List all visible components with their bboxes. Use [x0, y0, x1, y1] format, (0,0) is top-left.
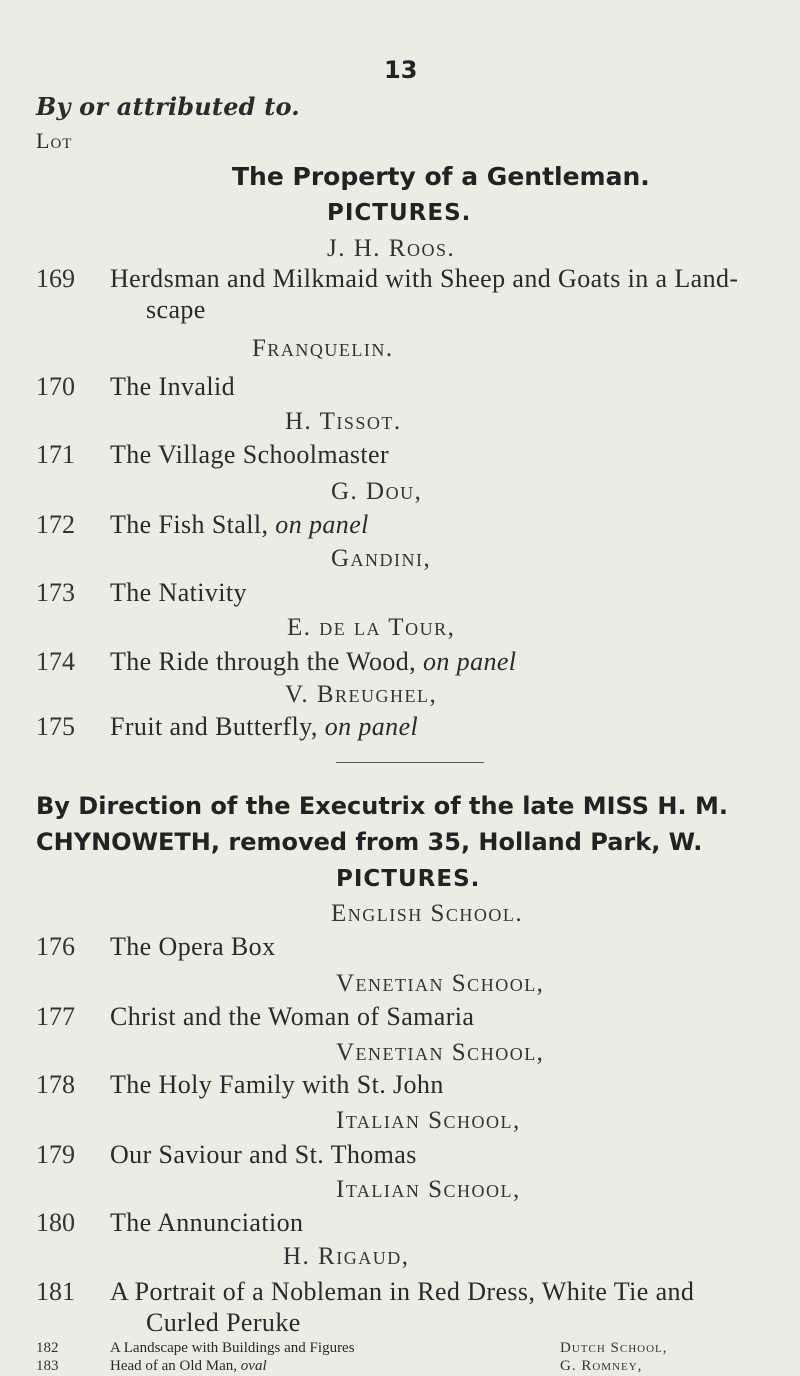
lot-number: 179: [36, 1140, 75, 1169]
artist-name: H. Rigaud,: [283, 1243, 410, 1270]
lot-title: Christ and the Woman of Samaria: [110, 1002, 475, 1031]
lot-title: Herdsman and Milkmaid with Sheep and Goats in a Land-: [110, 264, 739, 293]
lot-title: A Portrait of a Nobleman in Red Dress, White Tie and: [110, 1277, 695, 1306]
lot-column-heading: Lot: [36, 128, 73, 153]
lot-title: Head of an Old Man, oval: [110, 1358, 267, 1374]
lot-number: 174: [36, 647, 75, 676]
lot-number: 172: [36, 510, 75, 539]
lot-number: 182: [36, 1340, 59, 1356]
direction-heading-line1: By Direction of the Executrix of the late MISS H. M.: [36, 792, 728, 820]
lot-number: 173: [36, 578, 75, 607]
byline: By or attributed to.: [36, 92, 300, 121]
artist-name: Italian School,: [336, 1107, 521, 1134]
lot-number: 177: [36, 1002, 75, 1031]
section-subtitle: PICTURES.: [327, 200, 472, 226]
lot-title: The Ride through the Wood, on panel: [110, 647, 517, 676]
artist-name: Italian School,: [336, 1176, 521, 1203]
artist-name: G. Romney,: [560, 1358, 643, 1374]
lot-title: The Nativity: [110, 578, 247, 607]
section-divider: [336, 762, 484, 763]
artist-name: Franquelin.: [252, 335, 394, 362]
lot-title: The Annunciation: [110, 1208, 304, 1237]
artist-name: Venetian School,: [336, 1039, 545, 1066]
lot-title: The Fish Stall, on panel: [110, 510, 369, 539]
artist-name: E. de la Tour,: [287, 614, 456, 641]
artist-name: Venetian School,: [336, 970, 545, 997]
artist-name: H. Tissot.: [285, 408, 402, 435]
artist-name: Gandini,: [331, 545, 432, 572]
artist-name: G. Dou,: [331, 478, 423, 505]
artist-name: English School.: [331, 900, 524, 927]
section-subtitle: PICTURES.: [336, 866, 481, 892]
lot-number: 176: [36, 932, 75, 961]
lot-number: 183: [36, 1358, 59, 1374]
direction-heading-line2: CHYNOWETH, removed from 35, Holland Park, W.: [36, 828, 703, 856]
lot-title: Our Saviour and St. Thomas: [110, 1140, 417, 1169]
section-title: The Property of a Gentleman.: [232, 162, 650, 191]
artist-name: Dutch School,: [560, 1340, 668, 1356]
page-number: 13: [384, 56, 418, 84]
lot-number: 169: [36, 264, 75, 293]
lot-title-continued: Curled Peruke: [146, 1308, 301, 1337]
lot-title: The Invalid: [110, 372, 235, 401]
artist-name: J. H. Roos.: [327, 235, 456, 262]
lot-title-continued: scape: [146, 295, 206, 324]
lot-title: The Holy Family with St. John: [110, 1070, 444, 1099]
lot-title: Fruit and Butterfly, on panel: [110, 712, 419, 741]
lot-number: 175: [36, 712, 75, 741]
lot-title: A Landscape with Buildings and Figures: [110, 1340, 355, 1356]
lot-title: The Village Schoolmaster: [110, 440, 390, 469]
lot-number: 180: [36, 1208, 75, 1237]
artist-name: V. Breughel,: [285, 681, 438, 708]
lot-number: 178: [36, 1070, 75, 1099]
lot-title: The Opera Box: [110, 932, 276, 961]
lot-number: 170: [36, 372, 75, 401]
lot-number: 171: [36, 440, 75, 469]
lot-number: 181: [36, 1277, 75, 1306]
